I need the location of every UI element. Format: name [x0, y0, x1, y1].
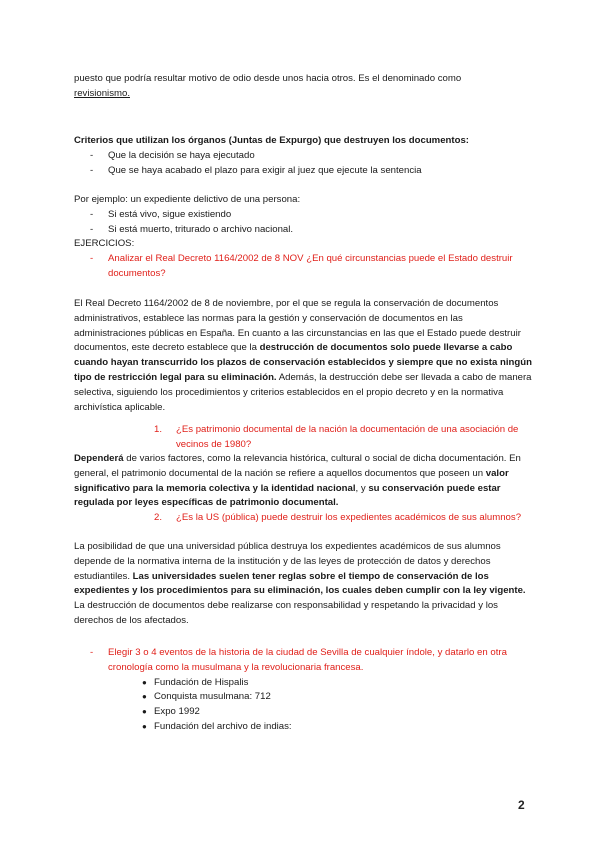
- answer-2: [74, 540, 536, 629]
- criterio-1: Que la decisión se haya ejecutado: [108, 149, 255, 161]
- answer-main-text-1: El Real Decreto 1164/2002 de 8 de noviembre, por el que se regula la conservación de documentos administrativos, establece las normas para la gestión y conservación de documentos en las administraciones públicas en España. En cuanto a las circunstancias en las que el Estado puede destruir documentos, este decreto establece que la: [74, 298, 521, 354]
- list-item: - Si está vivo, sigue existiendo: [90, 208, 232, 220]
- list-item: ● Conquista musulmana: 712: [142, 691, 271, 703]
- answer-1-bold-1: Dependerá: [74, 453, 124, 464]
- list-item: ● Expo 1992: [142, 706, 200, 718]
- list-item: ● Fundación del archivo de indias:: [142, 720, 292, 732]
- question-1-text: ¿Es patrimonio documental de la nación la documentación de una asociación de vecinos de 1980?: [176, 424, 519, 450]
- event-3: Expo 1992: [154, 706, 200, 718]
- answer-main: [74, 297, 536, 415]
- ejemplo-heading: Por ejemplo: un expediente delictivo de una persona:: [74, 194, 301, 205]
- list-item: ● Fundación de Hispalis: [142, 676, 249, 688]
- answer-main-bold: destrucción de documentos solo puede llevarse a cabo cuando hayan transcurrido los plazos de conservación establecidos y siempre que no exista ningún tipo de restricción legal para su eliminación.: [74, 342, 532, 383]
- question-3-text: Elegir 3 o 4 eventos de la historia de la ciudad de Sevilla de cualquier índole, y datarlo en otra cronología como la musulmana y la revolucionaria francesa.: [108, 647, 507, 673]
- ejemplo-1: Si está vivo, sigue existiendo: [108, 208, 232, 220]
- list-item: - Elegir 3 o 4 eventos de la historia de la ciudad de Sevilla de cualquier índole, y datarlo en otra cronología como la musulmana y la revolucionaria francesa.: [90, 647, 507, 673]
- event-2: Conquista musulmana: 712: [154, 691, 271, 703]
- question-2: [74, 511, 536, 526]
- answer-1: [74, 452, 536, 511]
- list-item: - Que se haya acabado el plazo para exigir al juez que ejecute la sentencia: [90, 164, 422, 176]
- page-number: 2: [518, 798, 525, 812]
- intro-paragraph: [74, 72, 536, 102]
- question-2-number: 2.: [154, 512, 163, 523]
- question-2-text: ¿Es la US (pública) puede destruir los expedientes académicos de sus alumnos?: [176, 512, 522, 523]
- answer-2-text-2: La destrucción de documentos debe realizarse con responsabilidad y respetando la privacidad y los derechos de los afectados.: [74, 600, 498, 626]
- answer-1-bold-2: valor significativo para la memoria colectiva y la identidad nacional: [74, 467, 509, 494]
- ejemplo-section: [74, 193, 536, 282]
- criterios-section: [74, 134, 536, 178]
- criterio-2: Que se haya acabado el plazo para exigir al juez que ejecute la sentencia: [108, 164, 422, 176]
- question-1-number: 1.: [154, 424, 163, 435]
- list-item: - Analizar el Real Decreto 1164/2002 de 8 NOV ¿En qué circunstancias puede el Estado destruir documentos?: [90, 253, 513, 279]
- ejercicios-label: EJERCICIOS:: [74, 238, 135, 250]
- question-3-section: [74, 646, 536, 735]
- question-main: Analizar el Real Decreto 1164/2002 de 8 NOV ¿En qué circunstancias puede el Estado destruir documentos?: [108, 253, 513, 279]
- event-4: Fundación del archivo de indias:: [154, 720, 292, 732]
- criterios-heading: Criterios que utilizan los órganos (Juntas de Expurgo) que destruyen los documentos:: [74, 135, 469, 146]
- revisionismo-term: revisionismo.: [74, 87, 130, 99]
- answer-1-bold-3: su conservación puede estar regulada por leyes específicas de patrimonio documental.: [74, 482, 501, 509]
- answer-2-text-1: La posibilidad de que una universidad pública destruya los expedientes académicos de sus alumnos depende de la normativa interna de la institución y de las leyes de protección de datos y derechos estudiantiles.: [74, 541, 501, 582]
- list-item: - Que la decisión se haya ejecutado: [90, 149, 255, 161]
- answer-2-bold: Las universidades suelen tener reglas sobre el tiempo de conservación de los expedientes y los procedimientos para su eliminación, los cuales deben cumplir con la ley vigente.: [74, 570, 526, 597]
- intro-line: puesto que podría resultar motivo de odio desde unos hacia otros. Es el denominado como: [74, 73, 462, 84]
- list-item: - Si está muerto, triturado o archivo nacional.: [90, 223, 294, 235]
- question-1: [74, 423, 536, 453]
- answer-1-text-1: de varios factores, como la relevancia histórica, cultural o social de dicha documentación. En general, el patrimonio documental de la nación se refiere a aquellos documentos que poseen un: [74, 453, 521, 479]
- ejemplo-2: Si está muerto, triturado o archivo nacional.: [108, 223, 294, 235]
- answer-1-text-2: , y: [355, 482, 369, 494]
- event-1: Fundación de Hispalis: [154, 676, 249, 688]
- answer-main-text-2: Además, la destrucción debe ser llevada a cabo de manera selectiva, siguiendo los procedimientos y criterios establecidos en el propio decreto y en la normativa archivística aplicable.: [74, 371, 532, 413]
